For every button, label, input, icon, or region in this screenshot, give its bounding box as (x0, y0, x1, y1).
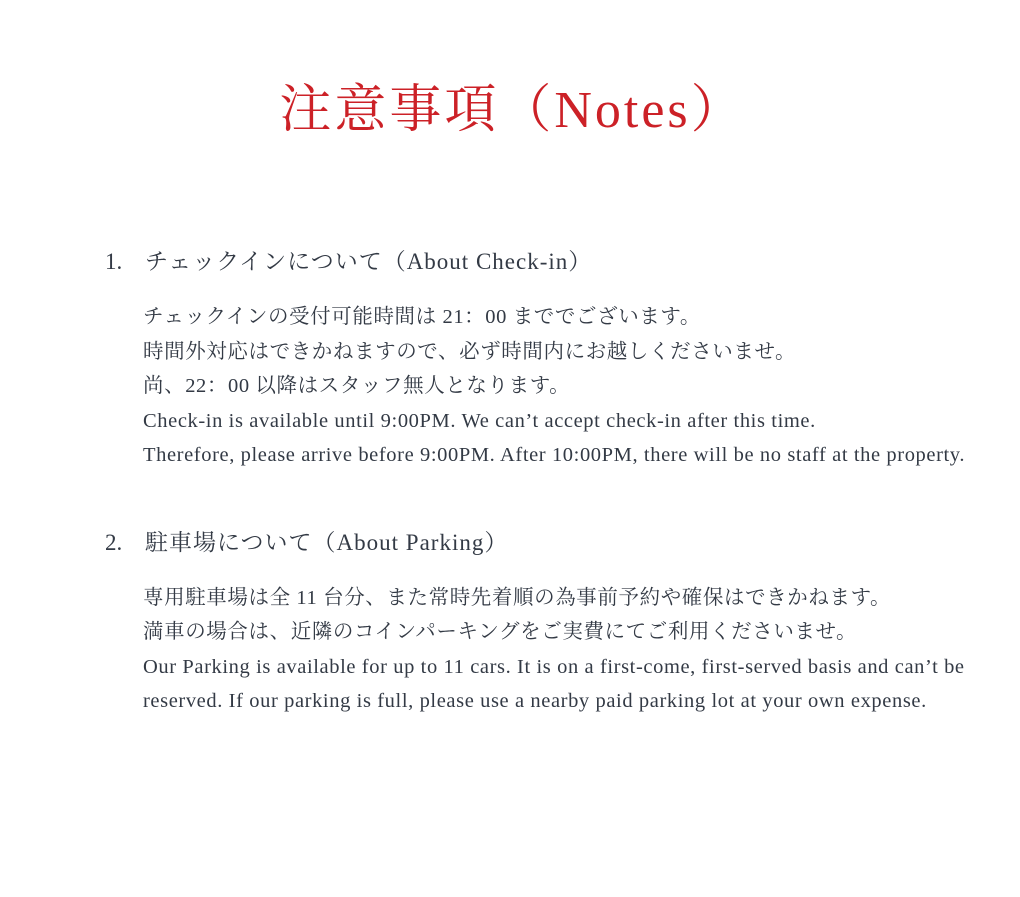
page-title: 注意事項（Notes） (279, 82, 746, 139)
body-line: 尚、22：00 以降はスタッフ無人となります。 (143, 375, 571, 398)
body-line: reserved. If our parking is full, please use a nearby paid parking lot at your own expense. (143, 690, 927, 713)
section-heading-text: チェックインについて（About Check-in） (145, 249, 593, 275)
body-line: 専用駐車場は全 11 台分、また常時先着順の為事前予約や確保はできかねます。 (143, 586, 892, 609)
body-line: Check-in is available until 9:00PM. We can’t accept check-in after this time. (143, 409, 816, 432)
body-line: 時間外対応はできかねますので、必ず時間内にお越しくださいませ。 (143, 340, 797, 363)
section-number: 2. (105, 529, 123, 555)
section-checkin-heading (105, 248, 1020, 276)
body-line: Our Parking is available for up to 11 cars. It is on a first-come, first-served basis and can’t be (143, 655, 965, 678)
body-line: 満車の場合は、近隣のコインパーキングをご実費にてご利用くださいませ。 (143, 621, 858, 644)
section-heading-text: 駐車場について（About Parking） (145, 529, 509, 555)
body-line: Therefore, please arrive before 9:00PM. After 10:00PM, there will be no staff at the property. (143, 444, 966, 467)
section-checkin-body (143, 300, 1020, 473)
section-parking (105, 529, 1020, 719)
section-parking-body (143, 581, 1020, 719)
section-checkin (105, 248, 1020, 473)
body-line: チェックインの受付可能時間は 21：00 まででございます。 (143, 306, 701, 329)
section-number: 1. (105, 249, 123, 275)
section-parking-heading (105, 529, 1020, 557)
